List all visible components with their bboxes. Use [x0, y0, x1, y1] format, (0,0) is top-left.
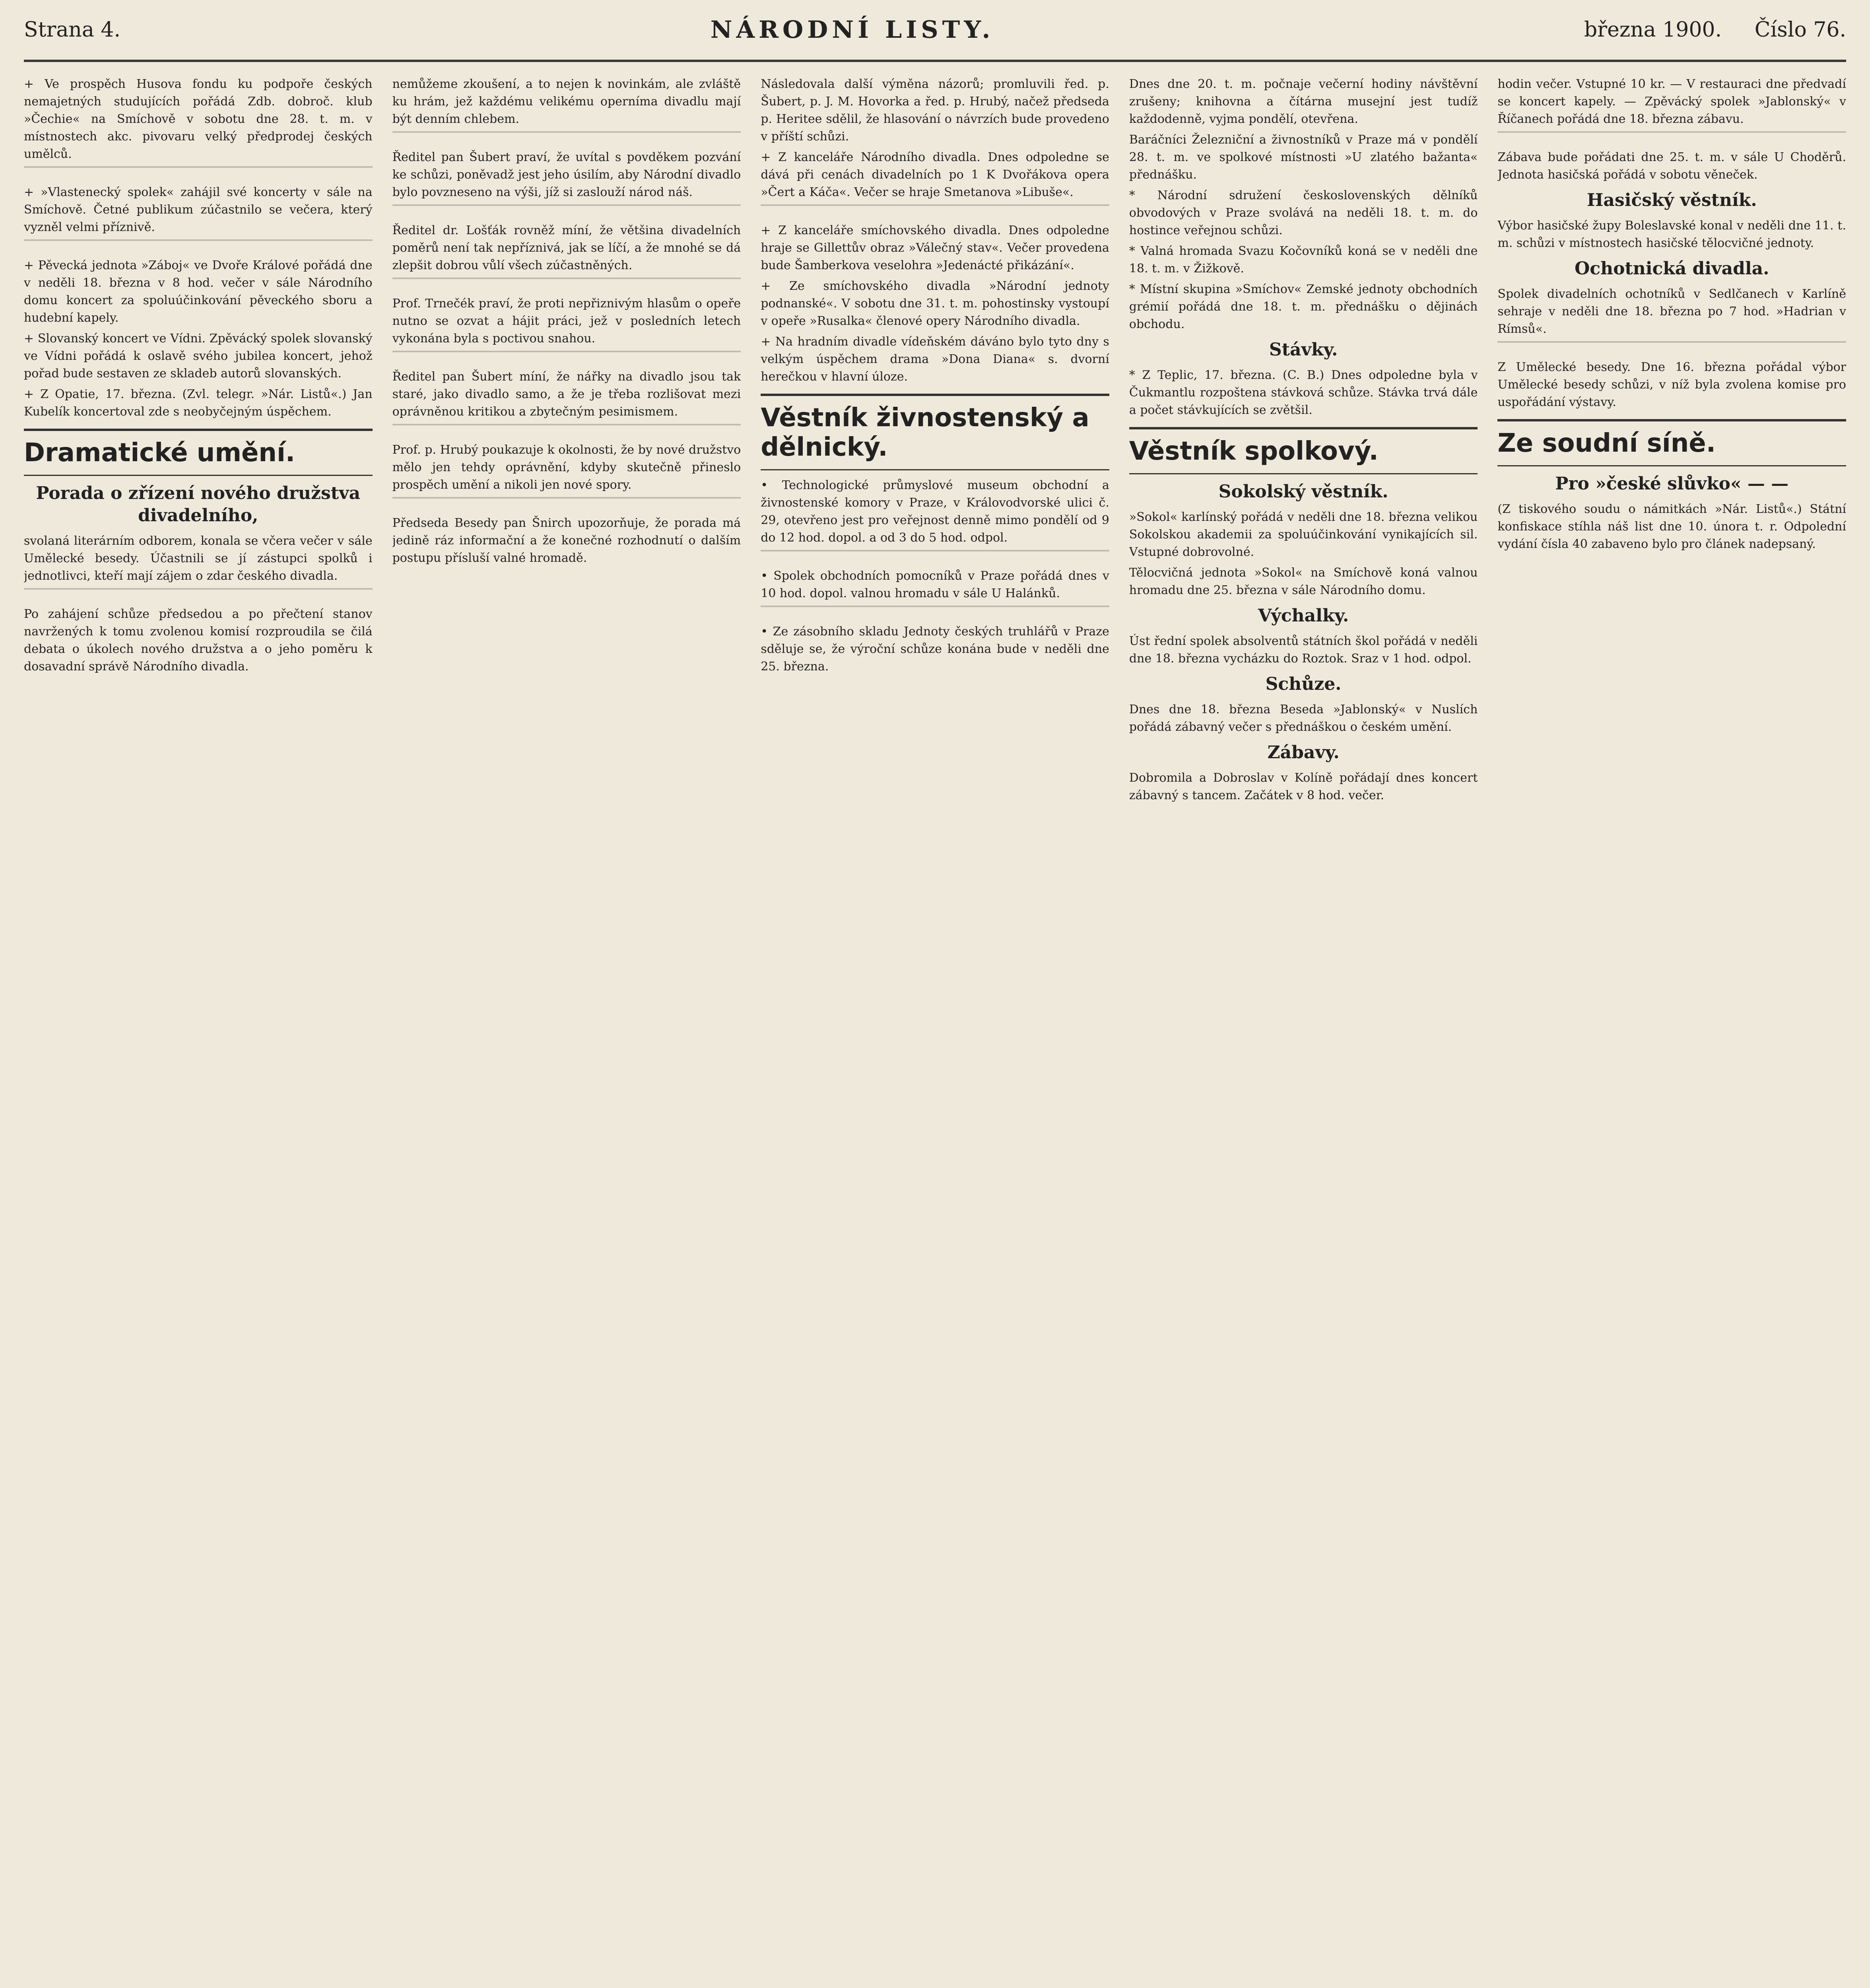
column-2	[392, 76, 741, 1988]
page-label: Strana 4.	[24, 18, 121, 42]
column-5	[1497, 76, 1846, 1988]
article-paragraph: * Z Teplic, 17. března. (C. B.) Dnes odpoledne byla v Čukmantlu rozpoštena stávková schůze. Stávka trvá dále a počet stávkujících se zvětšil.	[1129, 368, 1478, 417]
article-paragraph: + Z kanceláře smíchovského divadla. Dnes odpoledne hraje se Gillettův obraz »Válečný stav«. Večer provedena bude Šamberkova veselohra »Jedenácté přikázání«.	[761, 223, 1109, 272]
text-filler	[24, 588, 373, 602]
article-paragraph: hodin večer. Vstupné 10 kr. — V restauraci dne předvadí se koncert kapely. — Zpěvácký spolek »Jablonský« v Říčanech pořádá dne 18. března zábavu.	[1497, 77, 1846, 126]
section-heading: Stávky.	[1269, 340, 1338, 360]
article-paragraph: Výbor hasičské župy Boleslavské konal v neděli dne 11. t. m. schůzi v místnostech hasičské tělocvičné jednoty.	[1497, 219, 1846, 250]
issue-date: březnа 1900.	[1584, 18, 1722, 42]
text-filler	[24, 239, 373, 254]
article-paragraph: Tělocvičná jednota »Sokol« na Smíchově koná valnou hromadu dne 25. března v sále Národního domu.	[1129, 566, 1478, 597]
article-paragraph: + »Vlastenecký spolek« zahájil své koncerty v sále na Smíchově. Četné publikum zúčastnilo se večera, který vyzněl velmi příznivě.	[24, 185, 373, 234]
column-4	[1129, 76, 1478, 1988]
text-filler	[392, 351, 741, 365]
article-paragraph: (Z tiskového soudu o námitkách »Nár. Listů«.) Státní konfiskace stíhla náš list dne 10. února t. r. Odpolední vydání čísla 40 zabaveno bylo pro článek nadepsaný.	[1497, 502, 1846, 551]
subsection-heading: Zábavy.	[1267, 742, 1340, 763]
article-paragraph: * Národní sdružení československých dělníků obvodových v Praze svolává na neděli 18. t. m. do hostince veřejnou schůzi.	[1129, 188, 1478, 237]
article-paragraph: Předseda Besedy pan Šnirch upozorňuje, že porada má jedině ráz informační a že konečné rozhodnutí o dalším postupu přísluší valné hromadě.	[392, 516, 741, 565]
text-filler	[392, 278, 741, 292]
article-paragraph: Ředitel pan Šubert praví, že uvítal s povděkem pozvání ke schůzi, poněvadž jest jeho úsilím, aby Národní divadlo bylo povzneseno na výši, jíž si zaslouží národ náš.	[392, 150, 741, 199]
section-heading: Dramatické umění.	[24, 429, 373, 476]
text-filler	[392, 204, 741, 219]
text-filler	[761, 204, 1109, 219]
masthead-title: NÁRODNÍ LISTY.	[710, 16, 994, 44]
article-paragraph: Zábava bude pořádati dne 25. t. m. v sále U Choděrů. Jednota hasičská pořádá v sobotu věneček.	[1497, 150, 1846, 182]
article-paragraph: Úst řední spolek absolventů státních škol pořádá v neděli dne 18. března vycházku do Roztok. Sraz v 1 hod. odpol.	[1129, 634, 1478, 666]
text-filler	[24, 166, 373, 181]
article-paragraph: Spolek divadelních ochotníků v Sedlčanech v Karlíně sehraje v neděli dne 18. března po 7 hod. »Hadrian v Rímsů«.	[1497, 287, 1846, 336]
text-filler	[761, 550, 1109, 564]
article-paragraph: + Z kanceláře Národního divadla. Dnes odpoledne se dává při cenách divadelních po 1 K Dvořákova opera »Čert a Káča«. Večer se hraje Smetanova »Libuše«.	[761, 150, 1109, 199]
article-heading: Pro »české slůvko« — —	[1555, 474, 1789, 494]
section-heading: Ochotnická divadla.	[1574, 258, 1769, 279]
text-filler	[392, 497, 741, 511]
article-paragraph: Následovala další výměna názorů; promluvili řed. p. Šubert, p. J. M. Hovorka a řed. p. Hrubý, načež předseda p. Heritee sdělil, že hlasování o návrzích bude provedeno v příští schůzi.	[761, 77, 1109, 144]
subsection-heading: Schůze.	[1265, 674, 1342, 694]
article-paragraph: »Sokol« karlínský pořádá v neděli dne 18. března velikou Sokolskou akademii za spoluúčinkování vynikajících sil. Vstupné dobrovolné.	[1129, 510, 1478, 559]
article-paragraph: + Z Opatie, 17. března. (Zvl. telegr. »Nár. Listů«.) Jan Kubelík koncertoval zde s neobyčejným úspěchem.	[24, 387, 373, 419]
article-paragraph: Baráčníci Železniční a živnostníků v Praze má v pondělí 28. t. m. ve spolkové místnosti »U zlatého bažanta« přednášku.	[1129, 133, 1478, 182]
column-3	[761, 76, 1109, 1988]
section-heading: Věstník spolkový.	[1129, 427, 1478, 474]
article-paragraph: nemůžeme zkoušení, a to nejen k novinkám, ale zvláště ku hrám, jež každému velikému operníma divadlu mají být denním chlebem.	[392, 77, 741, 126]
text-filler	[1497, 341, 1846, 355]
article-paragraph: Prof. p. Hrubý poukazuje k okolnosti, že by nové družstvo mělo jen tehdy oprávnění, kdyby skutečně přineslo prospěch umění a nikoli jen nové spory.	[392, 443, 741, 492]
article-heading: Porada o zřízení nového družstva divadelního,	[36, 483, 361, 526]
article-paragraph: • Technologické průmyslové museum obchodní a živnostenské komory v Praze, v Královodvorské ulici č. 29, otevřeno jest pro veřejnost denně mimo pondělí od 9 do 12 hod. dopol. a od 3 do 5 hod. odpol.	[761, 478, 1109, 545]
article-paragraph: Dnes dne 20. t. m. počnaje večerní hodiny návštěvní zrušeny; knihovna a čítárna musejní jest tudíž každodenně, vyjma pondělí, otevřena.	[1129, 77, 1478, 126]
section-heading: Hasičský věstník.	[1586, 190, 1757, 210]
article-paragraph: Ředitel dr. Lošťák rovněž míní, že většina divadelních poměrů není tak nepříznivá, jak se líčí, a že mnohé se dá zlepšit dobrou vůlí všech zúčastněných.	[392, 223, 741, 272]
text-filler	[761, 606, 1109, 620]
section-heading: Věstník živnostenský a dělnický.	[761, 394, 1109, 470]
columns-container	[24, 76, 1846, 1988]
text-filler	[392, 424, 741, 438]
article-paragraph: • Ze zásobního skladu Jednoty českých truhlářů v Praze sděluje se, že výroční schůze konána bude v neděli dne 25. března.	[761, 625, 1109, 674]
article-paragraph: * Místní skupina »Smíchov« Zemské jednoty obchodních grémií pořádá dne 18. t. m. přednášku o dějinách obchodu.	[1129, 282, 1478, 331]
article-paragraph: * Valná hromada Svazu Kočovníků koná se v neděli dne 18. t. m. v Žižkově.	[1129, 244, 1478, 276]
column-1	[24, 76, 373, 1988]
page-header	[24, 0, 1846, 62]
text-filler	[1497, 131, 1846, 146]
article-paragraph: Po zahájení schůze předsedou a po přečtení stanov navržených k tomu zvolenou komisí rozproudila se čilá debata o úkolech nového družstva a o jeho poměru k dosavadní správě Národního divadla.	[24, 607, 373, 674]
header-date-issue	[1584, 18, 1846, 42]
article-paragraph: + Na hradním divadle vídeňském dáváno bylo tyto dny s velkým úspěchem drama »Dona Diana« s. dvorní herečkou v hlavní úloze.	[761, 335, 1109, 384]
article-paragraph: • Spolek obchodních pomocníků v Praze pořádá dnes v 10 hod. dopol. valnou hromadu v sále U Halánků.	[761, 569, 1109, 600]
subsection-heading: Výchalky.	[1258, 606, 1349, 626]
subsection-heading: Sokolský věstník.	[1218, 481, 1388, 502]
article-paragraph: Prof. Trnečék praví, že proti nepřiznivým hlasům o opeře nutno se ozvat a hájit práci, jež v posledních letech vykonána byla s poctivou snahou.	[392, 297, 741, 346]
article-paragraph: + Slovanský koncert ve Vídni. Zpěvácký spolek slovanský ve Vídni pořádá k oslavě svého jubilea koncert, jehož pořad bude sestaven ze skladeb autorů slovanských.	[24, 332, 373, 381]
article-paragraph: + Ze smíchovského divadla »Národní jednoty podnanské«. V sobotu dne 31. t. m. pohostinsky vystoupí v opeře »Rusalka« členové opery Národního divadla.	[761, 279, 1109, 328]
text-filler	[392, 131, 741, 146]
issue-number: Číslo 76.	[1754, 18, 1846, 42]
section-heading: Ze soudní síně.	[1497, 419, 1846, 466]
article-paragraph: Ředitel pan Šubert míní, že nářky na divadlo jsou tak staré, jako divadlo samo, a že je třeba rozlišovat mezi oprávněnou kritikou a zbytečným pesimismem.	[392, 370, 741, 419]
article-paragraph: + Ve prospěch Husova fondu ku podpoře českých nemajetných studujících pořádá Zdb. dobroč. klub »Čechie« na Smíchově v sobotu dne 28. t. m. v místnostech akc. pivovaru velký předprodej českých umělců.	[24, 77, 373, 161]
article-paragraph: svolaná literárním odborem, konala se včera večer v sále Umělecké besedy. Účastnili se jí zástupci spolků i jednotlivci, kteří mají zájem o zdar českého divadla.	[24, 534, 373, 583]
article-paragraph: + Pěvecká jednota »Záboj« ve Dvoře Králové pořádá dne v neděli 18. března v 8 hod. večer v sále Národního domu koncert za spoluúčinkování pěveckého sboru a hudební kapely.	[24, 258, 373, 325]
article-paragraph: Z Umělecké besedy. Dne 16. března pořádal výbor Umělecké besedy schůzi, v níž byla zvolena komise pro uspořádání výstavy.	[1497, 360, 1846, 409]
article-paragraph: Dobromila a Dobroslav v Kolíně pořádají dnes koncert zábavný s tancem. Začátek v 8 hod. večer.	[1129, 771, 1478, 802]
article-paragraph: Dnes dne 18. března Beseda »Jablonský« v Nuslích pořádá zábavný večer s přednáškou o českém umění.	[1129, 703, 1478, 734]
